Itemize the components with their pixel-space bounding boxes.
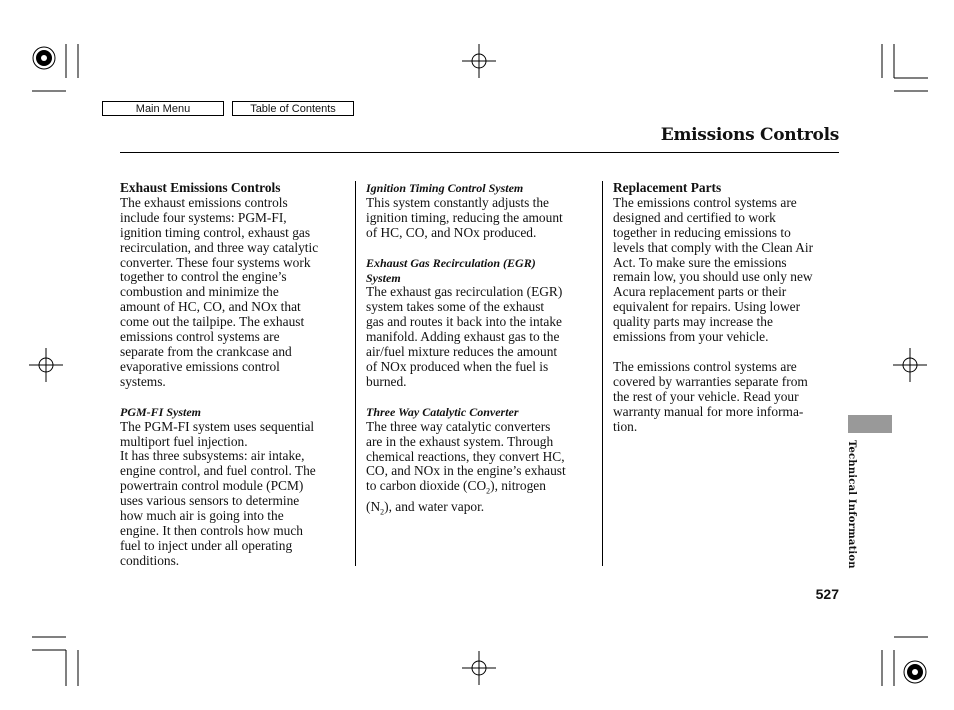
text-line: designed and certified to work — [613, 209, 776, 225]
text-line: fuel to inject under all operating — [120, 537, 293, 553]
text-line: Act. To make sure the emissions — [613, 254, 787, 270]
column-divider-1 — [355, 181, 356, 566]
text-line: warranty manual for more informa- — [613, 403, 804, 419]
table-of-contents-button[interactable]: Table of Contents — [232, 101, 354, 116]
subsection-heading: Exhaust Gas Recirculation (EGR) — [366, 255, 536, 270]
paragraph — [120, 420, 352, 569]
text-line: multiport fuel injection. — [120, 433, 248, 449]
text-line: The exhaust emissions controls — [120, 194, 288, 210]
text-line: of HC, CO, and NOx produced. — [366, 224, 537, 240]
text-line: how much air is going into the — [120, 508, 284, 524]
text-line: quality parts may increase the — [613, 314, 773, 330]
text-line: the rest of your vehicle. Read your — [613, 388, 799, 404]
text-line: remain low, you should use only new — [613, 269, 813, 285]
text-line: ignition timing, reducing the amount — [366, 209, 563, 225]
text-line: engine control, and fuel control. The — [120, 463, 316, 479]
text-line: are in the exhaust system. Through — [366, 433, 554, 449]
text-line: system takes some of the exhaust — [366, 299, 545, 315]
text-line: air/fuel mixture reduces the amount — [366, 344, 558, 360]
text-line: Acura replacement parts or their — [613, 284, 787, 300]
text-line: come out the tailpipe. The exhaust — [120, 314, 305, 330]
subsection-heading-cont: System — [366, 270, 401, 285]
text-line: The exhaust gas recirculation (EGR) — [366, 284, 563, 300]
text-line: engine. It then controls how much — [120, 522, 303, 538]
text-line: levels that comply with the Clean Air — [613, 239, 814, 255]
text-line: to carbon dioxide $(CO_2)$, nitrogen — [366, 478, 546, 496]
text-line: combustion and minimize the — [120, 284, 279, 300]
text-line: emissions control systems are — [120, 329, 280, 345]
text-line: CO, and NOx in the engine’s exhaust — [366, 463, 566, 479]
subsection-heading: Ignition Timing Control System — [366, 181, 524, 195]
text-line: $(N_2)$, and water vapor. — [366, 498, 485, 517]
text-line: burned. — [366, 373, 407, 389]
text-line: The emissions control systems are — [613, 194, 797, 210]
column-divider-2 — [602, 181, 603, 566]
text-line: manifold. Adding exhaust gas to the — [366, 329, 560, 345]
section-tab — [848, 415, 892, 433]
text-line: The three way catalytic converters — [366, 418, 551, 434]
text-line: include four systems: PGM-FI, — [120, 209, 287, 225]
text-line: powertrain control module (PCM) — [120, 478, 304, 494]
text-line: gas and routes it back into the intake — [366, 314, 562, 330]
side-tab-label: Technical Information — [846, 440, 857, 569]
text-line: This system constantly adjusts the — [366, 194, 549, 210]
section-heading: Replacement Parts — [613, 180, 722, 195]
subsection-heading: Three Way Catalytic Converter — [366, 404, 519, 419]
paragraph — [120, 196, 352, 390]
text-line: equivalent for repairs. Using lower — [613, 299, 801, 315]
text-line: ignition timing control, exhaust gas — [120, 224, 311, 240]
text-line: amount of HC, CO, and NOx that — [120, 299, 301, 315]
text-line: tion. — [613, 418, 638, 434]
main-menu-button[interactable]: Main Menu — [102, 101, 224, 116]
page-title: Emissions Controls — [660, 125, 839, 145]
text-line: emissions from your vehicle. — [613, 329, 769, 345]
column-3 — [613, 181, 845, 435]
text-line: conditions. — [120, 552, 180, 568]
text-line: systems. — [120, 373, 166, 389]
text-line: evaporative emissions control — [120, 358, 280, 374]
page-number: 527 — [815, 586, 839, 602]
section-heading: Exhaust Emissions Controls — [120, 180, 281, 195]
text-line: of NOx produced when the fuel is — [366, 358, 549, 374]
text-line: together in reducing emissions to — [613, 224, 791, 240]
text-line: chemical reactions, they convert HC, — [366, 448, 565, 464]
text-line: together to control the engine’s — [120, 269, 287, 285]
subsection-heading: PGM-FI System — [120, 404, 201, 419]
text-line: converter. These four systems work — [120, 254, 311, 270]
text-line: separate from the crankcase and — [120, 343, 292, 359]
column-1 — [120, 181, 352, 569]
text-line: The PGM-FI system uses sequential — [120, 418, 315, 434]
title-rule — [120, 152, 839, 153]
text-line: uses various sensors to determine — [120, 493, 300, 509]
text-line: The emissions control systems are — [613, 358, 797, 374]
text-line: covered by warranties separate from — [613, 373, 808, 389]
column-2 — [366, 181, 600, 520]
text-line: It has three subsystems: air intake, — [120, 448, 305, 464]
text-line: recirculation, and three way catalytic — [120, 239, 319, 255]
